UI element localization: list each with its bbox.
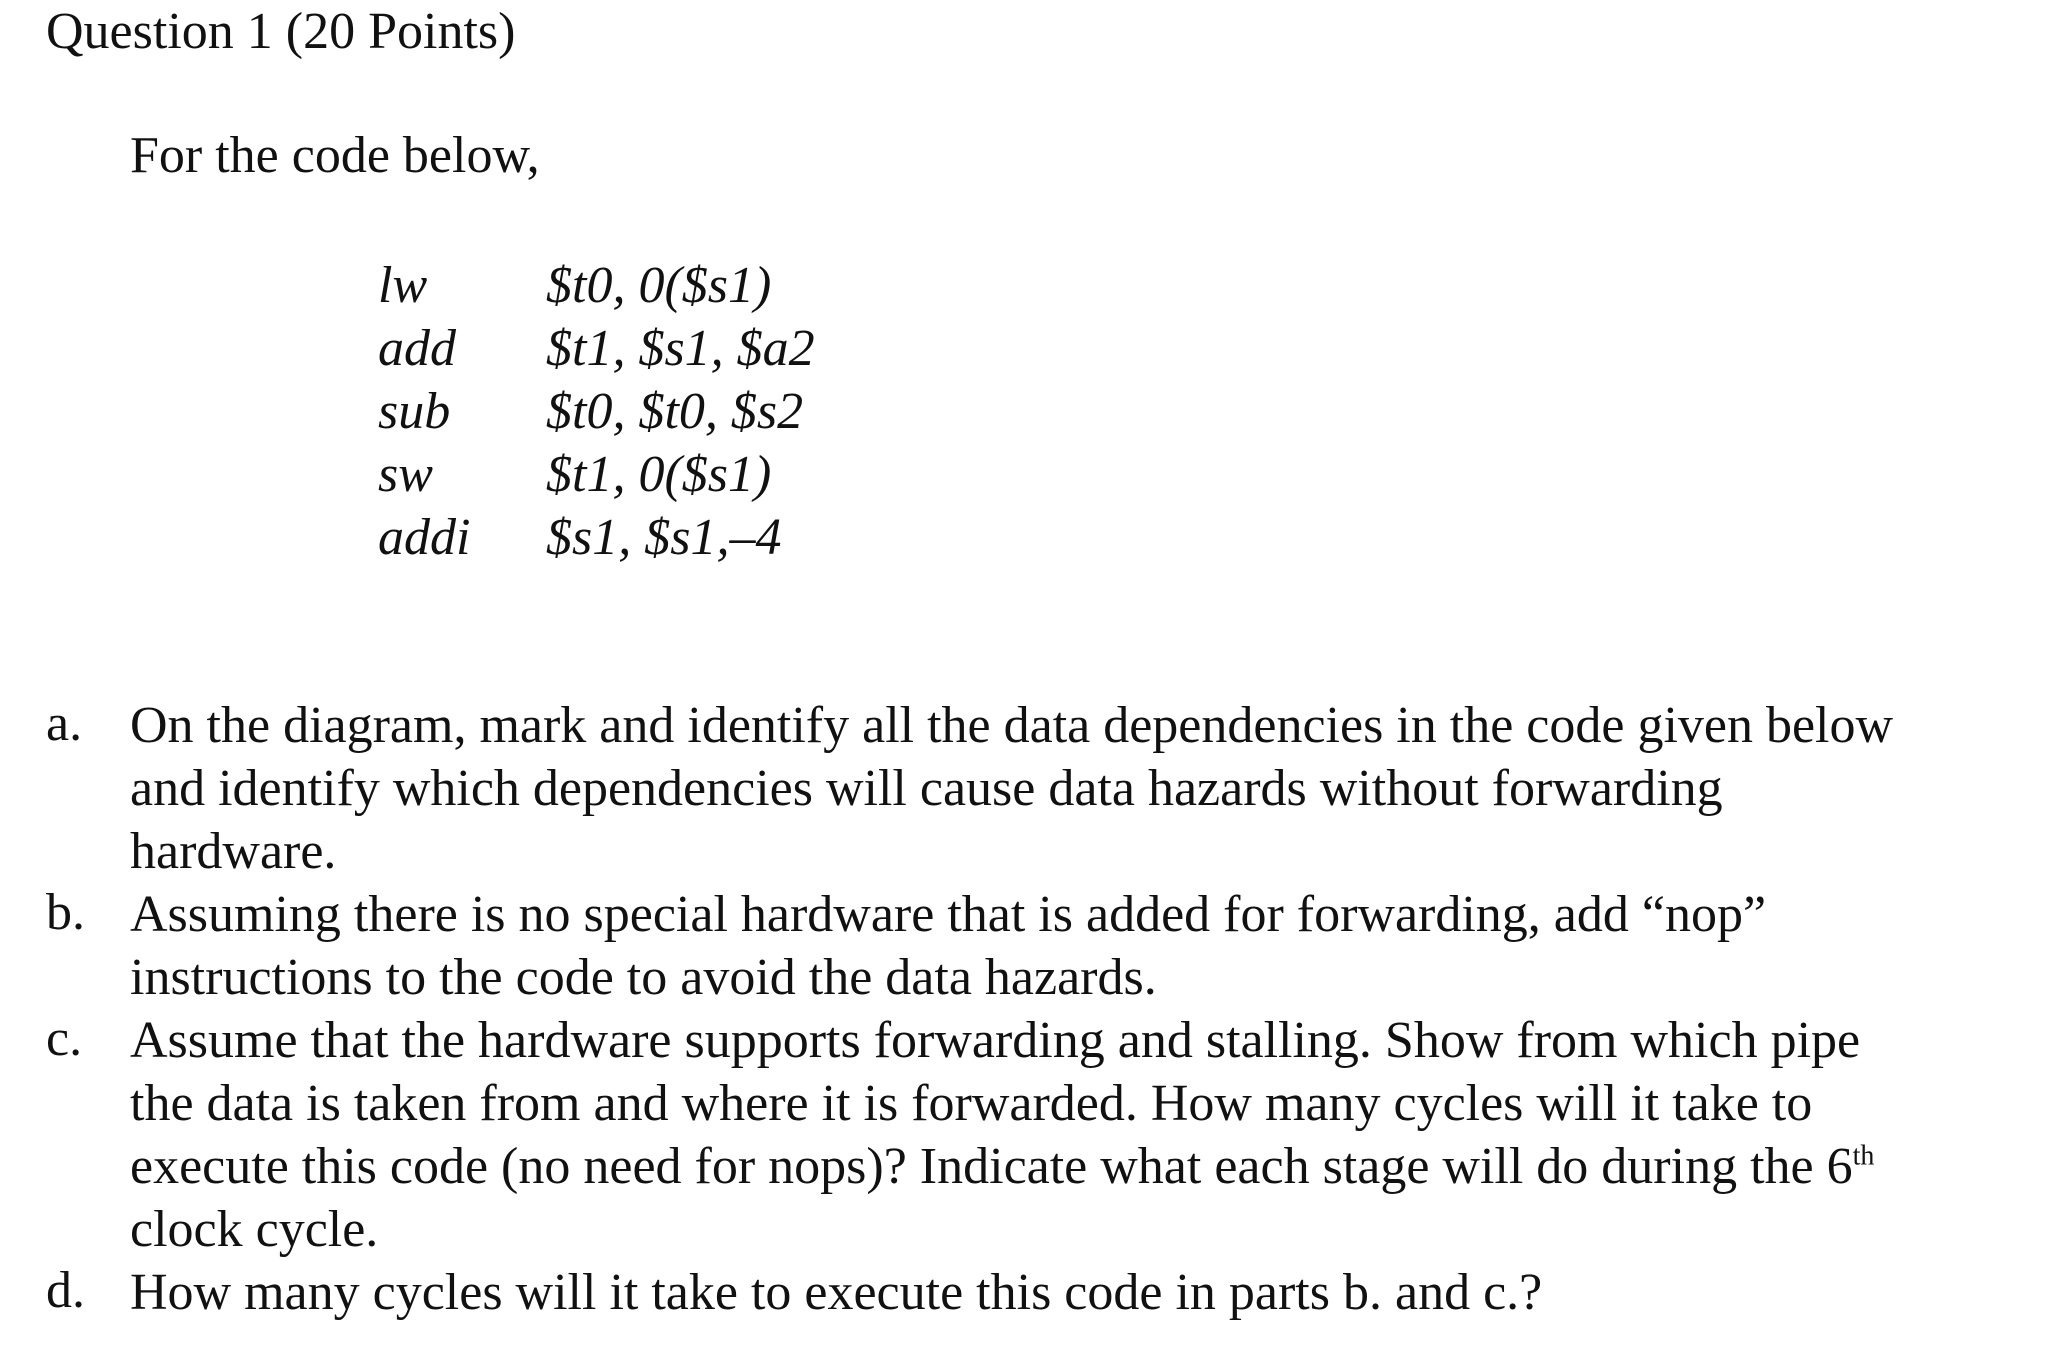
ordinal-superscript: th <box>1852 1140 1875 1172</box>
part-text-line: On the diagram, mark and identify all the data dependencies in the code given below <box>130 697 1894 754</box>
question-parts-list <box>46 694 2016 1324</box>
part-text-line: Assuming there is no special hardware that is added for forwarding, add “nop” <box>130 886 1767 943</box>
part-marker: b. <box>46 884 85 941</box>
part-text-line: instructions to the code to avoid the data hazards. <box>130 949 1157 1006</box>
code-operands: $t1, 0($s1) <box>546 446 772 503</box>
part-d <box>46 1261 2016 1324</box>
question-title: Question 1 (20 Points) <box>46 3 516 60</box>
code-opcode: lw <box>378 257 428 314</box>
part-text-line-with-sup <box>130 1135 2016 1198</box>
code-opcode: add <box>378 320 456 377</box>
part-b <box>46 883 2016 1009</box>
part-text-line: How many cycles will it take to execute this code in parts b. and c.? <box>130 1264 1543 1321</box>
part-text-line: hardware. <box>130 823 337 880</box>
part-text-line: Assume that the hardware supports forwarding and stalling. Show from which pipe <box>130 1012 1861 1069</box>
code-operands: $t0, $t0, $s2 <box>546 383 804 440</box>
part-marker: a. <box>46 695 83 752</box>
part-a <box>46 694 2016 883</box>
code-operands: $s1, $s1,–4 <box>546 509 782 566</box>
part-c <box>46 1009 2016 1261</box>
part-text-line: clock cycle. <box>130 1201 379 1258</box>
part-text-line: the data is taken from and where it is forwarded. How many cycles will it take to <box>130 1075 1813 1132</box>
code-opcode: sw <box>378 446 433 503</box>
question-intro: For the code below, <box>130 127 540 184</box>
code-opcode: sub <box>378 383 451 440</box>
code-operands: $t1, $s1, $a2 <box>546 320 815 377</box>
part-marker: d. <box>46 1262 85 1319</box>
part-text-line: and identify which dependencies will cause data hazards without forwarding <box>130 760 1723 817</box>
part-marker: c. <box>46 1010 83 1067</box>
part-text: execute this code (no need for nops)? Indicate what each stage will do during the 6 <box>130 1138 1853 1195</box>
code-opcode: addi <box>378 509 471 566</box>
code-operands: $t0, 0($s1) <box>546 257 772 314</box>
